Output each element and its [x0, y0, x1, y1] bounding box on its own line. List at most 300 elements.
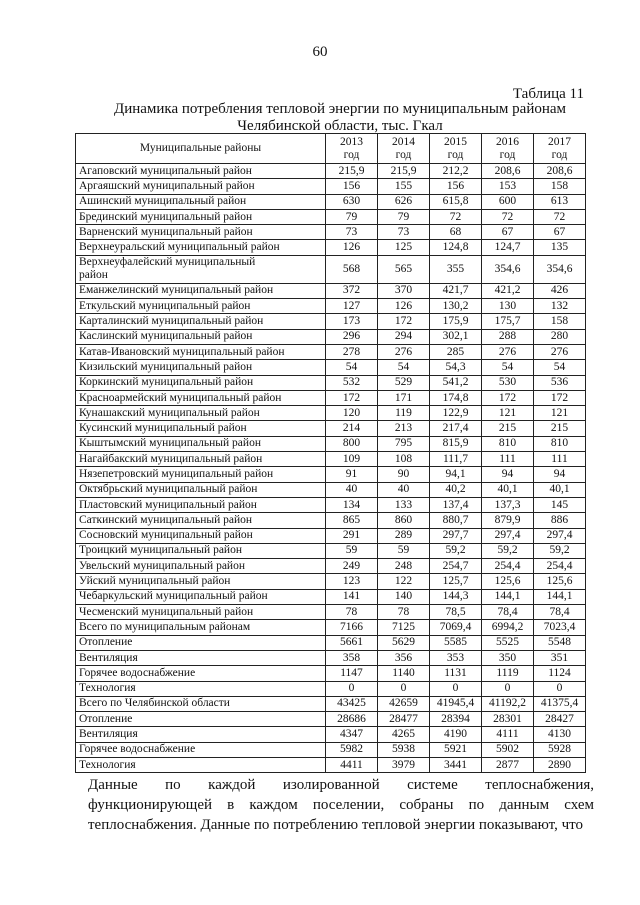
year-unit: год [551, 148, 568, 161]
district-name: Вентиляция [79, 728, 138, 741]
year-unit: год [447, 148, 464, 161]
district-name-cell [76, 635, 326, 650]
district-name: Верхнеуральский муниципальный район [79, 241, 280, 254]
district-name: Верхнеуфалейский муниципальный [79, 256, 256, 269]
value-cell: 72 [430, 209, 482, 224]
value-cell: 40,1 [534, 482, 586, 497]
district-name: Горячее водоснабжение [79, 666, 196, 679]
value-cell: 880,7 [430, 513, 482, 528]
value-cell: 630 [326, 194, 378, 209]
value-cell: 289 [378, 528, 430, 543]
value-cell: 626 [378, 194, 430, 209]
district-name: Технология [79, 682, 136, 695]
value-cell: 532 [326, 375, 378, 390]
value-cell: 208,6 [482, 164, 534, 179]
value-cell: 288 [482, 329, 534, 344]
value-cell: 421,2 [482, 283, 534, 298]
value-cell: 294 [378, 329, 430, 344]
value-cell: 133 [378, 497, 430, 512]
value-cell: 156 [326, 179, 378, 194]
value-cell: 372 [326, 283, 378, 298]
value-cell: 43425 [326, 696, 378, 711]
value-cell: 7166 [326, 620, 378, 635]
value-cell: 135 [534, 240, 586, 255]
value-cell: 130 [482, 299, 534, 314]
value-cell: 6994,2 [482, 620, 534, 635]
value-cell: 59,2 [482, 543, 534, 558]
column-header-year [430, 134, 482, 164]
table-row [76, 255, 586, 283]
value-cell: 54 [326, 360, 378, 375]
table-row [76, 467, 586, 482]
district-name-cell [76, 650, 326, 665]
value-cell: 886 [534, 513, 586, 528]
value-cell: 0 [326, 681, 378, 696]
value-cell: 565 [378, 255, 430, 283]
value-cell: 68 [430, 225, 482, 240]
district-name: Ашинский муниципальный район [79, 195, 247, 208]
value-cell: 291 [326, 528, 378, 543]
district-name-cell [76, 681, 326, 696]
year-value: 2014 [392, 135, 415, 148]
district-name: Кыштымский муниципальный район [79, 437, 261, 450]
value-cell: 78,4 [482, 605, 534, 620]
value-cell: 94 [534, 467, 586, 482]
district-name: Саткинский муниципальный район [79, 513, 253, 526]
value-cell: 119 [378, 406, 430, 421]
value-cell: 865 [326, 513, 378, 528]
value-cell: 4265 [378, 727, 430, 742]
value-cell: 214 [326, 421, 378, 436]
value-cell: 91 [326, 467, 378, 482]
value-cell: 111,7 [430, 452, 482, 467]
district-name-cell [76, 742, 326, 757]
value-cell: 276 [378, 344, 430, 359]
value-cell: 4190 [430, 727, 482, 742]
value-cell: 276 [482, 344, 534, 359]
body-paragraph: Данные по каждой изолированной системе теплоснабжения, функционирующей в каждом поселении, собраны по данным схем теплоснабжения. Данные по потреблению тепловой энергии показывают, что [88, 777, 594, 833]
value-cell: 297,4 [482, 528, 534, 543]
value-cell: 40,2 [430, 482, 482, 497]
value-cell: 28477 [378, 712, 430, 727]
district-name-cell [76, 727, 326, 742]
value-cell: 297,4 [534, 528, 586, 543]
value-cell: 600 [482, 194, 534, 209]
year-unit: год [499, 148, 516, 161]
value-cell: 356 [378, 650, 430, 665]
value-cell: 137,3 [482, 497, 534, 512]
value-cell: 172 [482, 390, 534, 405]
value-cell: 94,1 [430, 467, 482, 482]
district-name: Отопление [79, 636, 133, 649]
value-cell: 125 [378, 240, 430, 255]
consumption-table [75, 133, 586, 773]
value-cell: 2890 [534, 757, 586, 772]
value-cell: 124,8 [430, 240, 482, 255]
table-row [76, 727, 586, 742]
value-cell: 73 [326, 225, 378, 240]
district-name: Чесменский муниципальный район [79, 605, 254, 618]
year-value: 2013 [340, 135, 363, 148]
value-cell: 4411 [326, 757, 378, 772]
district-name: Аргаяшский муниципальный район [79, 179, 255, 192]
value-cell: 126 [326, 240, 378, 255]
value-cell: 173 [326, 314, 378, 329]
value-cell: 530 [482, 375, 534, 390]
value-cell: 215 [534, 421, 586, 436]
value-cell: 41375,4 [534, 696, 586, 711]
district-name: Отопление [79, 712, 133, 725]
district-name: Коркинский муниципальный район [79, 376, 254, 389]
district-name-cell [76, 543, 326, 558]
value-cell: 5629 [378, 635, 430, 650]
table-row [76, 375, 586, 390]
district-name-cell [76, 757, 326, 772]
district-name-cell [76, 225, 326, 240]
value-cell: 40 [378, 482, 430, 497]
value-cell: 5982 [326, 742, 378, 757]
value-cell: 1131 [430, 666, 482, 681]
district-name-continued: район [79, 269, 108, 282]
value-cell: 213 [378, 421, 430, 436]
value-cell: 212,2 [430, 164, 482, 179]
table-row [76, 329, 586, 344]
column-header-year [534, 134, 586, 164]
district-name-cell [76, 329, 326, 344]
value-cell: 41945,4 [430, 696, 482, 711]
value-cell: 5928 [534, 742, 586, 757]
district-name-cell [76, 299, 326, 314]
value-cell: 130,2 [430, 299, 482, 314]
district-name-cell [76, 255, 326, 283]
value-cell: 3441 [430, 757, 482, 772]
table-row [76, 179, 586, 194]
value-cell: 421,7 [430, 283, 482, 298]
district-name: Вентиляция [79, 651, 138, 664]
value-cell: 123 [326, 574, 378, 589]
value-cell: 158 [534, 179, 586, 194]
value-cell: 215,9 [378, 164, 430, 179]
value-cell: 7023,4 [534, 620, 586, 635]
table-title-line2: Челябинской области, тыс. Гкал [237, 118, 443, 134]
district-name-cell [76, 390, 326, 405]
table-row [76, 164, 586, 179]
district-name: Троицкий муниципальный район [79, 544, 242, 557]
value-cell: 2877 [482, 757, 534, 772]
value-cell: 144,3 [430, 589, 482, 604]
value-cell: 0 [482, 681, 534, 696]
value-cell: 217,4 [430, 421, 482, 436]
district-name: Карталинский муниципальный район [79, 315, 264, 328]
table-row [76, 497, 586, 512]
value-cell: 120 [326, 406, 378, 421]
district-name-cell [76, 513, 326, 528]
district-name-cell [76, 482, 326, 497]
value-cell: 249 [326, 559, 378, 574]
value-cell: 28427 [534, 712, 586, 727]
value-cell: 351 [534, 650, 586, 665]
value-cell: 67 [482, 225, 534, 240]
table-row [76, 513, 586, 528]
district-name: Нагайбакский муниципальный район [79, 452, 263, 465]
value-cell: 137,4 [430, 497, 482, 512]
table-row [76, 406, 586, 421]
value-cell: 5548 [534, 635, 586, 650]
value-cell: 172 [378, 314, 430, 329]
value-cell: 810 [534, 436, 586, 451]
table-row [76, 194, 586, 209]
value-cell: 42659 [378, 696, 430, 711]
district-name: Октябрьский муниципальный район [79, 483, 258, 496]
year-value: 2015 [444, 135, 467, 148]
value-cell: 40,1 [482, 482, 534, 497]
value-cell: 353 [430, 650, 482, 665]
value-cell: 1124 [534, 666, 586, 681]
value-cell: 78,4 [534, 605, 586, 620]
value-cell: 59,2 [534, 543, 586, 558]
table-row [76, 559, 586, 574]
value-cell: 145 [534, 497, 586, 512]
value-cell: 7125 [378, 620, 430, 635]
value-cell: 175,7 [482, 314, 534, 329]
table-row [76, 574, 586, 589]
value-cell: 879,9 [482, 513, 534, 528]
value-cell: 54 [534, 360, 586, 375]
district-name-cell [76, 421, 326, 436]
district-name-cell [76, 406, 326, 421]
district-name: Нязепетровский муниципальный район [79, 467, 274, 480]
district-name-cell [76, 467, 326, 482]
district-name-cell [76, 574, 326, 589]
value-cell: 54 [482, 360, 534, 375]
district-name-cell [76, 712, 326, 727]
district-name-cell [76, 436, 326, 451]
value-cell: 0 [378, 681, 430, 696]
value-cell: 59,2 [430, 543, 482, 558]
year-unit: год [395, 148, 412, 161]
district-name-cell [76, 314, 326, 329]
value-cell: 153 [482, 179, 534, 194]
district-name-cell [76, 360, 326, 375]
value-cell: 144,1 [482, 589, 534, 604]
value-cell: 296 [326, 329, 378, 344]
value-cell: 134 [326, 497, 378, 512]
value-cell: 254,7 [430, 559, 482, 574]
table-row [76, 314, 586, 329]
district-name: Кунашакский муниципальный район [79, 406, 260, 419]
district-name: Варненский муниципальный район [79, 225, 253, 238]
district-name: Сосновский муниципальный район [79, 529, 253, 542]
value-cell: 125,6 [482, 574, 534, 589]
value-cell: 810 [482, 436, 534, 451]
value-cell: 280 [534, 329, 586, 344]
value-cell: 79 [326, 209, 378, 224]
value-cell: 125,7 [430, 574, 482, 589]
value-cell: 5661 [326, 635, 378, 650]
value-cell: 78,5 [430, 605, 482, 620]
district-name-cell [76, 696, 326, 711]
value-cell: 171 [378, 390, 430, 405]
value-cell: 350 [482, 650, 534, 665]
value-cell: 41192,2 [482, 696, 534, 711]
value-cell: 59 [326, 543, 378, 558]
table-row [76, 696, 586, 711]
value-cell: 140 [378, 589, 430, 604]
district-name: Еманжелинский муниципальный район [79, 284, 274, 297]
value-cell: 172 [326, 390, 378, 405]
table-row [76, 344, 586, 359]
value-cell: 72 [534, 209, 586, 224]
table-title [60, 101, 620, 135]
value-cell: 122,9 [430, 406, 482, 421]
value-cell: 354,6 [534, 255, 586, 283]
value-cell: 0 [534, 681, 586, 696]
value-cell: 121 [482, 406, 534, 421]
district-name: Увельский муниципальный район [79, 559, 245, 572]
value-cell: 795 [378, 436, 430, 451]
value-cell: 28301 [482, 712, 534, 727]
column-header-year [378, 134, 430, 164]
district-name: Еткульский муниципальный район [79, 299, 251, 312]
table-header-row [76, 134, 586, 164]
value-cell: 1147 [326, 666, 378, 681]
district-name: Чебаркульский муниципальный район [79, 590, 268, 603]
column-header-year [482, 134, 534, 164]
value-cell: 141 [326, 589, 378, 604]
table-row [76, 240, 586, 255]
value-cell: 40 [326, 482, 378, 497]
value-cell: 127 [326, 299, 378, 314]
value-cell: 613 [534, 194, 586, 209]
district-name-cell [76, 283, 326, 298]
value-cell: 79 [378, 209, 430, 224]
district-name: Кизильский муниципальный район [79, 360, 253, 373]
value-cell: 800 [326, 436, 378, 451]
value-cell: 4111 [482, 727, 534, 742]
table-label: Таблица 11 [512, 86, 584, 102]
value-cell: 109 [326, 452, 378, 467]
value-cell: 302,1 [430, 329, 482, 344]
value-cell: 5921 [430, 742, 482, 757]
district-name-cell [76, 194, 326, 209]
district-name: Агаповский муниципальный район [79, 164, 252, 177]
value-cell: 215,9 [326, 164, 378, 179]
table-row [76, 742, 586, 757]
district-name-cell [76, 620, 326, 635]
column-header-districts: Муниципальные районы [76, 134, 326, 164]
value-cell: 156 [430, 179, 482, 194]
district-name: Горячее водоснабжение [79, 743, 196, 756]
value-cell: 72 [482, 209, 534, 224]
value-cell: 0 [430, 681, 482, 696]
value-cell: 144,1 [534, 589, 586, 604]
value-cell: 78 [326, 605, 378, 620]
column-header-year [326, 134, 378, 164]
district-name-cell [76, 240, 326, 255]
district-name: Уйский муниципальный район [79, 575, 231, 588]
table-row [76, 605, 586, 620]
district-name: Всего по Челябинской области [79, 697, 230, 710]
table-row [76, 589, 586, 604]
table-row [76, 635, 586, 650]
table-row [76, 360, 586, 375]
table-row [76, 283, 586, 298]
table-row [76, 757, 586, 772]
table-row [76, 452, 586, 467]
district-name: Пластовский муниципальный район [79, 498, 257, 511]
district-name-cell [76, 559, 326, 574]
table-row [76, 390, 586, 405]
district-name-cell [76, 605, 326, 620]
value-cell: 254,4 [534, 559, 586, 574]
value-cell: 254,4 [482, 559, 534, 574]
value-cell: 4130 [534, 727, 586, 742]
table-row [76, 482, 586, 497]
value-cell: 111 [534, 452, 586, 467]
table-row [76, 528, 586, 543]
value-cell: 5902 [482, 742, 534, 757]
table-body [76, 164, 586, 773]
value-cell: 122 [378, 574, 430, 589]
value-cell: 5938 [378, 742, 430, 757]
value-cell: 5525 [482, 635, 534, 650]
value-cell: 536 [534, 375, 586, 390]
value-cell: 132 [534, 299, 586, 314]
district-name-cell [76, 452, 326, 467]
value-cell: 529 [378, 375, 430, 390]
table-title-line1: Динамика потребления тепловой энергии по муниципальным районам [113, 101, 567, 117]
value-cell: 248 [378, 559, 430, 574]
table-row [76, 681, 586, 696]
value-cell: 358 [326, 650, 378, 665]
table-row [76, 421, 586, 436]
value-cell: 54,3 [430, 360, 482, 375]
value-cell: 815,9 [430, 436, 482, 451]
value-cell: 1119 [482, 666, 534, 681]
value-cell: 860 [378, 513, 430, 528]
district-name: Всего по муниципальным районам [79, 620, 251, 633]
value-cell: 370 [378, 283, 430, 298]
value-cell: 278 [326, 344, 378, 359]
value-cell: 215 [482, 421, 534, 436]
value-cell: 73 [378, 225, 430, 240]
value-cell: 67 [534, 225, 586, 240]
value-cell: 5585 [430, 635, 482, 650]
value-cell: 4347 [326, 727, 378, 742]
table-row [76, 543, 586, 558]
value-cell: 94 [482, 467, 534, 482]
district-name-cell [76, 666, 326, 681]
value-cell: 121 [534, 406, 586, 421]
value-cell: 276 [534, 344, 586, 359]
value-cell: 125,6 [534, 574, 586, 589]
value-cell: 3979 [378, 757, 430, 772]
district-name: Красноармейский муниципальный район [79, 391, 282, 404]
table-row [76, 712, 586, 727]
value-cell: 172 [534, 390, 586, 405]
district-name: Кусинский муниципальный район [79, 422, 247, 435]
value-cell: 208,6 [534, 164, 586, 179]
district-name-cell [76, 375, 326, 390]
table-row [76, 225, 586, 240]
value-cell: 1140 [378, 666, 430, 681]
district-name-cell [76, 589, 326, 604]
value-cell: 124,7 [482, 240, 534, 255]
value-cell: 90 [378, 467, 430, 482]
value-cell: 615,8 [430, 194, 482, 209]
value-cell: 28394 [430, 712, 482, 727]
value-cell: 354,6 [482, 255, 534, 283]
